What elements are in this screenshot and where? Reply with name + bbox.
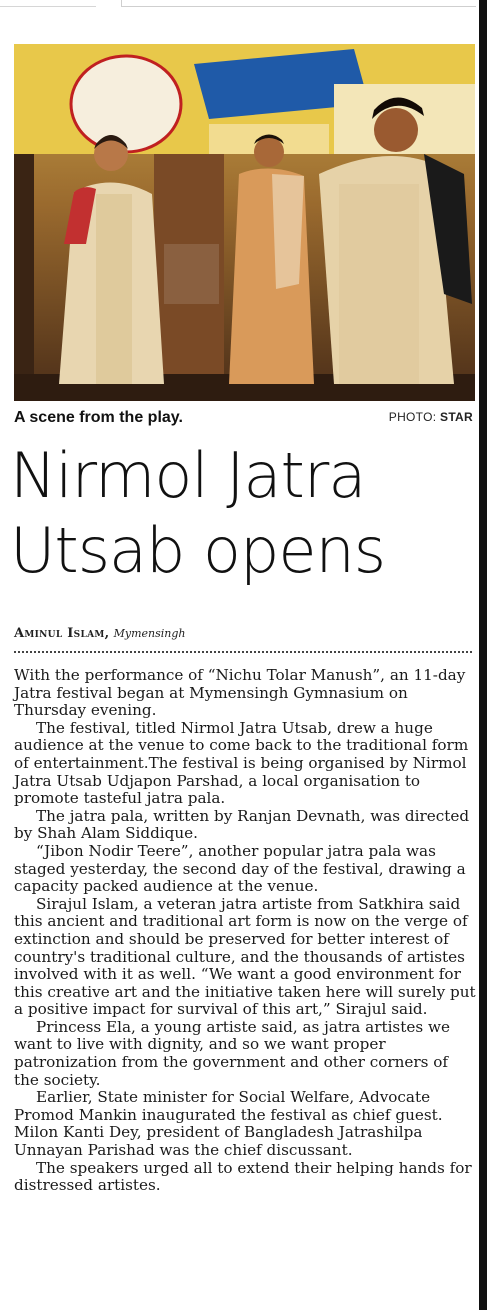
dateline-location: Mymensingh xyxy=(113,627,186,640)
credit-source: STAR xyxy=(440,410,473,424)
headline-line-2: Utsab opens xyxy=(10,514,386,587)
headline-line-1: Nirmol Jatra xyxy=(10,439,366,512)
paragraph: The festival, titled Nirmol Jatra Utsab, drew a huge audience at the venue to come back to the traditional form of entertainment.The festival is being organised by Nirmol Jatra Utsab Udjapon Parshad, a local organisation to promote tasteful jatra pala. xyxy=(14,718,469,808)
paragraph: Princess Ela, a young artiste said, as jatra artistes we want to live with dignity, and so we want proper patronization from the government and other corners of the society. xyxy=(14,1017,450,1089)
photo-credit xyxy=(389,410,473,424)
photo-caption: A scene from the play. xyxy=(14,409,183,426)
paragraph: Sirajul Islam, a veteran jatra artiste from Satkhira said this ancient and traditional art form is now on the verge of extinction and should be preserved for better interest of country's traditional culture, and the thousands of artistes involved with it as well. “We want a good environment for this creative art and the initiative taken here will surely put a positive impact for survival of this art,” Sirajul said. xyxy=(14,894,476,1019)
stage-photo xyxy=(14,44,475,401)
paragraph: The speakers urged all to extend their helping hands for distressed artistes. xyxy=(14,1158,472,1195)
dotted-divider xyxy=(14,651,472,653)
paragraph: With the performance of “Nichu Tolar Manush”, an 11-day Jatra festival began at Mymensingh Gymnasium on Thursday evening. xyxy=(14,666,466,720)
credit-label: PHOTO: xyxy=(388,410,437,424)
paragraph: “Jibon Nodir Teere”, another popular jatra pala was staged yesterday, the second day of the festival, drawing a capacity packed audience at the venue. xyxy=(14,841,466,896)
headline xyxy=(10,438,480,588)
top-rule-box xyxy=(121,0,476,7)
paragraph: Earlier, State minister for Social Welfare, Advocate Promod Mankin inaugurated the festival as chief guest. Milon Kanti Dey, president of Bangladesh Jatrashilpa Unnayan Parishad was the chief discussant. xyxy=(14,1088,443,1160)
article-body xyxy=(14,667,476,1195)
page-edge-bar xyxy=(479,0,487,1310)
byline xyxy=(14,626,186,641)
paragraph: The jatra pala, written by Ranjan Devnath, was directed by Shah Alam Siddique. xyxy=(14,806,470,843)
top-rule-left xyxy=(0,0,96,7)
author-name: Aminul Islam, xyxy=(14,626,110,641)
